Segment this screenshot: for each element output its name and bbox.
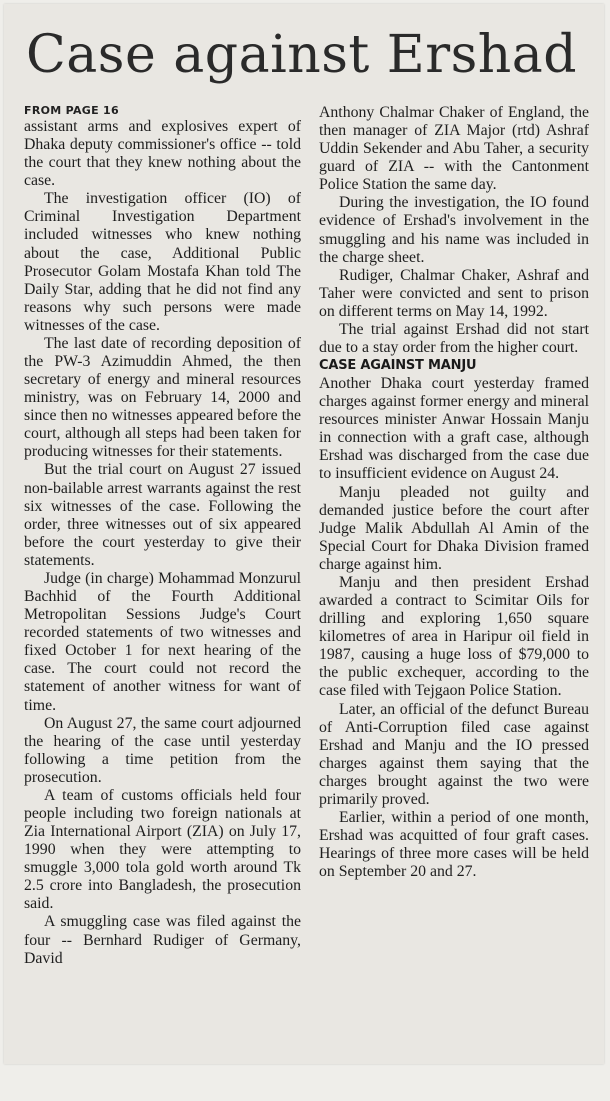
paragraph: The investigation officer (IO) of Criminal Investigation Department included witnesses who knew nothing about the case, Additional Public Prosecutor Golam Mostafa Khan told The Daily Star, adding that he did not find any reasons why such persons were made witnesses of the case. bbox=[24, 190, 301, 334]
paragraph: During the investigation, the IO found evidence of Ershad's involvement in the smuggling and his name was included in the charge sheet. bbox=[319, 194, 589, 266]
paragraph: On August 27, the same court adjourned the hearing of the case until yesterday following a time petition from the prosecution. bbox=[24, 714, 301, 786]
column-left bbox=[24, 104, 301, 968]
paragraph: The last date of recording deposition of the PW-3 Azimuddin Ahmed, the then secretary of energy and mineral resources ministry, was on February 14, 2000 and since then no witnesses appeared before the court, although all steps had been taken for producing witnesses for their statements. bbox=[24, 334, 301, 461]
paragraph: Rudiger, Chalmar Chaker, Ashraf and Taher were convicted and sent to prison on different terms on May 14, 1992. bbox=[319, 266, 589, 320]
column-right bbox=[319, 104, 589, 881]
paragraph: Judge (in charge) Mohammad Monzurul Bachhid of the Fourth Additional Metropolitan Sessions Judge's Court recorded statements of two witnesses and fixed October 1 for next hearing of the case. The court could not record the statement of another witness for want of time. bbox=[24, 569, 301, 714]
paragraph: Anthony Chalmar Chaker of England, the then manager of ZIA Major (rtd) Ashraf Uddin Sekender and Abu Taher, a security guard of ZIA -- with the Cantonment Police Station the same day. bbox=[319, 104, 589, 194]
paragraph: assistant arms and explosives expert of Dhaka deputy commissioner's office -- told the court that they knew nothing about the case. bbox=[24, 118, 301, 190]
paragraph: But the trial court on August 27 issued non-bailable arrest warrants against the rest six witnesses of the case. Following the order, three witnesses out of six appeared before the court yesterday to give their statements. bbox=[24, 461, 301, 569]
subheading: CASE AGAINST MANJU bbox=[319, 358, 477, 374]
continuation-kicker: FROM PAGE 16 bbox=[24, 104, 119, 117]
paragraph: Manju and then president Ershad awarded a contract to Scimitar Oils for drilling and exploring 1,650 square kilometres of area in Haripur oil field in 1987, causing a huge loss of $79,000 to the public exchequer, according to the case filed with Tejgaon Police Station. bbox=[319, 573, 589, 700]
paragraph: A smuggling case was filed against the four -- Bernhard Rudiger of Germany, David bbox=[24, 913, 301, 967]
paragraph: Manju pleaded not guilty and demanded justice before the court after Judge Malik Abdullah Al Amin of the Special Court for Dhaka Division framed charge against him. bbox=[319, 483, 589, 573]
paragraph: The trial against Ershad did not start due to a stay order from the higher court. bbox=[319, 320, 589, 357]
paragraph: Another Dhaka court yesterday framed charges against former energy and mineral resources minister Anwar Hossain Manju in connection with a graft case, although Ershad was discharged from the case due to insufficient evidence on August 24. bbox=[319, 375, 589, 483]
paragraph: A team of customs officials held four people including two foreign nationals at Zia International Airport (ZIA) on July 17, 1990 when they were attempting to smuggle 3,000 tola gold worth around Tk 2.5 crore into Bangladesh, the prosecution said. bbox=[24, 786, 301, 913]
article-headline: Case against Ershad bbox=[26, 25, 578, 85]
article-clipping bbox=[4, 4, 604, 1064]
paragraph: Later, an official of the defunct Bureau of Anti-Corruption filed case against Ershad and Manju and the IO pressed charges against them saying that the charges brought against the two were primarily proved. bbox=[319, 700, 589, 808]
paragraph: Earlier, within a period of one month, Ershad was acquitted of four graft cases. Hearings of three more cases will be held on September 20 and 27. bbox=[319, 808, 589, 881]
